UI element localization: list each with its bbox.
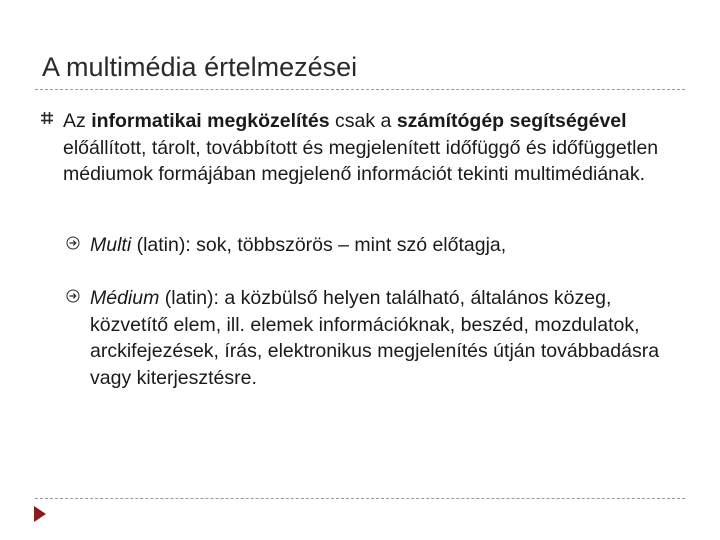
main-bullet-text [63,108,690,188]
main-text-bold: informatikai megközelítés [91,110,330,132]
next-slide-arrow-icon[interactable] [33,505,47,523]
sub-bullet-text [90,232,686,259]
main-bullet [40,108,690,188]
slide-title: A multimédia értelmezései [42,52,358,82]
sub-bullet [66,285,686,391]
main-text-part: Az [63,110,92,132]
sub-bullet-term: Multi [90,234,132,256]
sub-bullet-text [90,285,686,391]
sub-bullet-desc: (latin): a közbülső helyen található, általános közeg, közvetítő elem, ill. elemek információknak, beszéd, mozdulatok, arckifejezések, írás, elektronikus megjelenítés útján továbbadásra vagy kiterjesztésre. [90,287,660,389]
pound-bullet-icon [40,111,54,125]
title-divider [35,89,685,90]
circled-arrow-icon [66,289,80,303]
sub-bullet-term: Médium [90,287,160,309]
sub-bullet-desc: (latin): sok, többszörös – mint szó előtagja, [131,234,507,256]
sub-bullet [66,232,686,259]
circled-arrow-icon [66,236,80,250]
main-text-part: előállított, tárolt, továbbított és megjelenített időfüggő és időfüggetlen médiumok formájában megjelenő információt tekinti multimédiának. [63,136,659,185]
main-text-bold: számítógép segítségével [396,110,627,132]
footer-divider [35,498,685,499]
main-text-part: csak a [329,110,397,132]
